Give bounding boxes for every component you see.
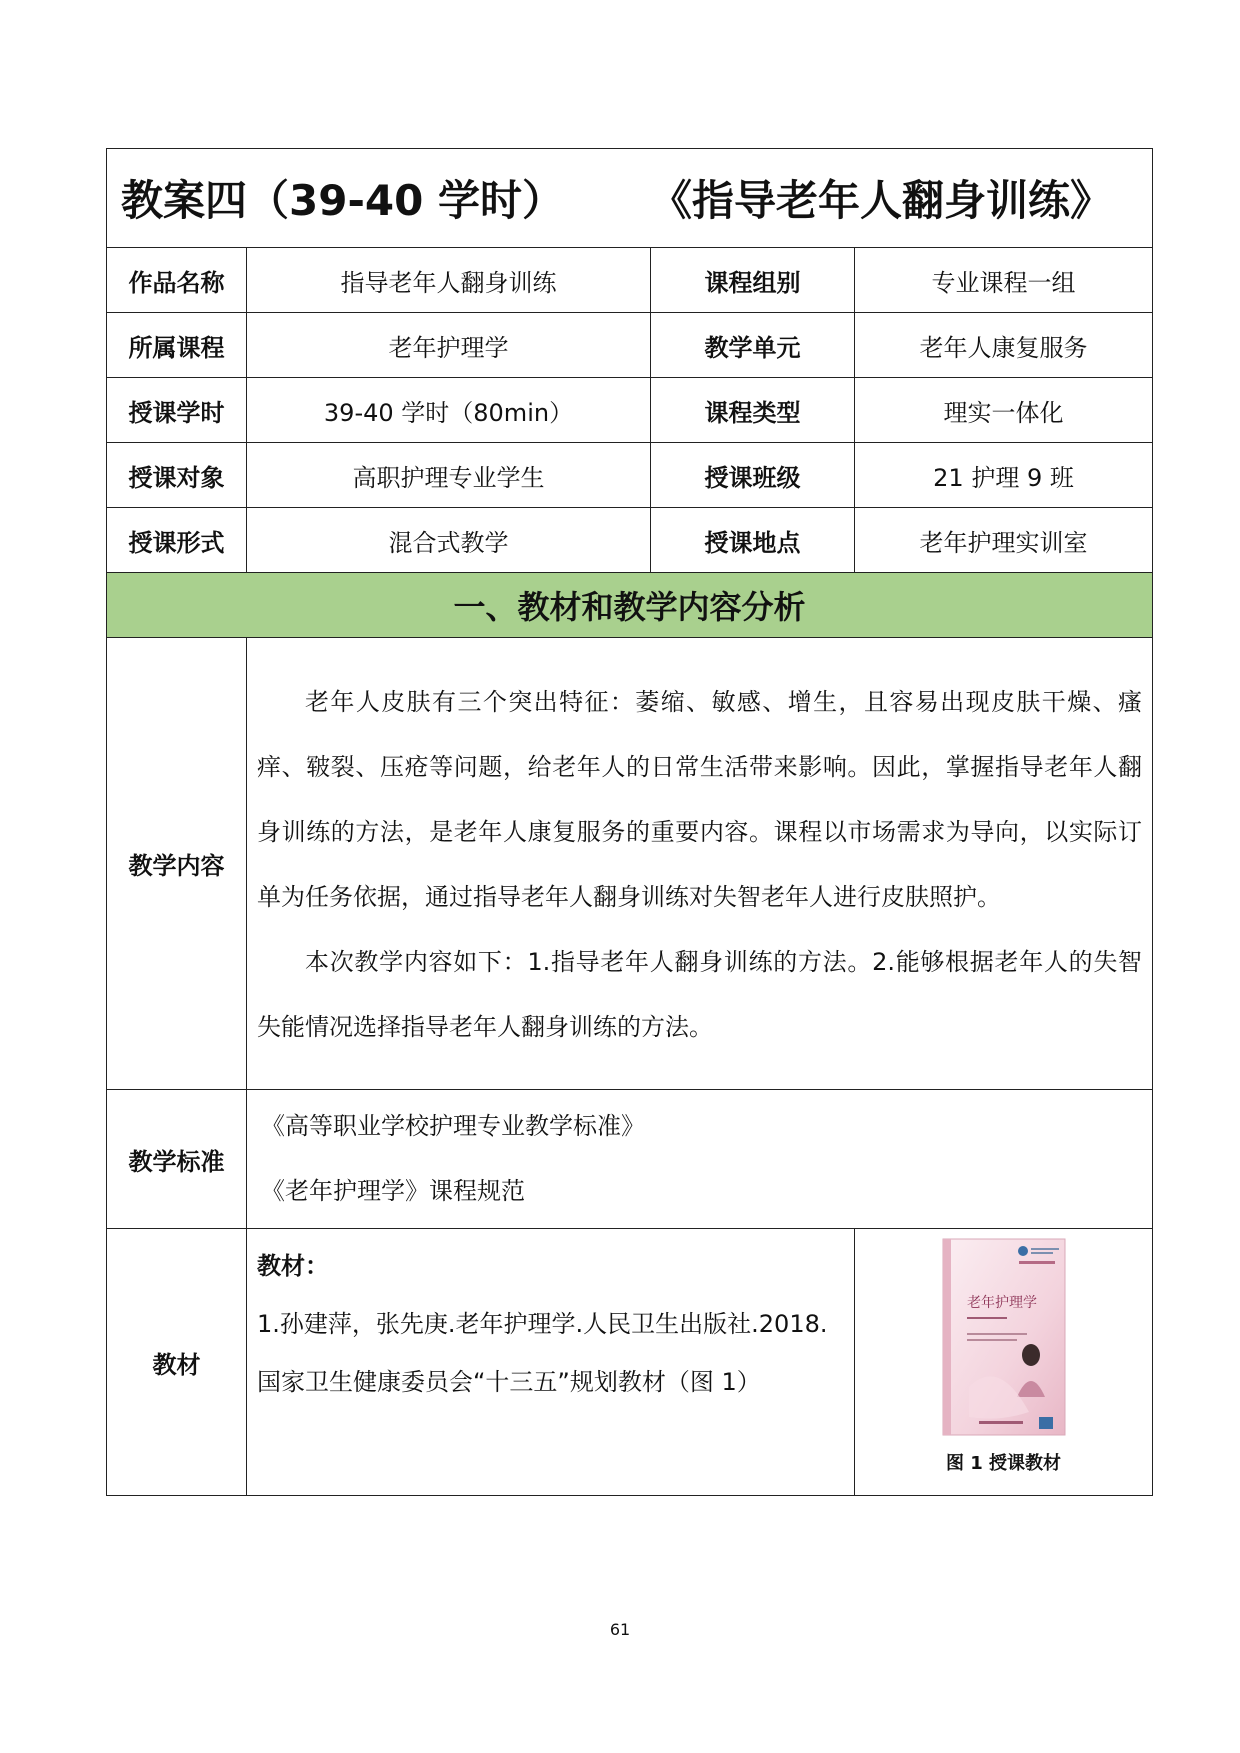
info-key: 授课对象 — [107, 443, 247, 508]
info-row — [107, 508, 1153, 573]
content-paragraph: 本次教学内容如下：1.指导老年人翻身训练的方法。2.能够根据老年人的失智失能情况选择指导老年人翻身训练的方法。 — [257, 947, 1143, 1041]
info-key: 作品名称 — [107, 248, 247, 313]
book-cover-image — [939, 1237, 1069, 1437]
info-value: 老年人康复服务 — [855, 313, 1153, 378]
standard-label: 教学标准 — [107, 1090, 247, 1229]
material-text: 1.孙建萍，张先庚.老年护理学.人民卫生出版社.2018.国家卫生健康委员会“十三五”规划教材（图 1） — [257, 1310, 828, 1396]
lesson-plan-table — [106, 148, 1153, 1496]
info-key: 授课学时 — [107, 378, 247, 443]
info-row — [107, 378, 1153, 443]
material-heading: 教材： — [257, 1252, 329, 1280]
info-value: 专业课程一组 — [855, 248, 1153, 313]
info-row — [107, 248, 1153, 313]
info-key: 课程类型 — [651, 378, 855, 443]
material-description — [247, 1229, 855, 1496]
info-row — [107, 313, 1153, 378]
section-heading: 一、教材和教学内容分析 — [107, 573, 1153, 638]
info-value: 混合式教学 — [247, 508, 651, 573]
info-key: 所属课程 — [107, 313, 247, 378]
lesson-plan — [106, 148, 1152, 1474]
page-number: 61 — [609, 1620, 631, 1639]
figure-caption: 图 1 授课教材 — [945, 1453, 1062, 1474]
standard-item: 《高等职业学校护理专业教学标准》 — [261, 1112, 645, 1140]
book-cover-title: 老年护理学 — [966, 1295, 1037, 1311]
teaching-standards — [247, 1090, 1153, 1229]
info-value: 老年护理实训室 — [855, 508, 1153, 573]
content-paragraph: 老年人皮肤有三个突出特征：萎缩、敏感、增生，且容易出现皮肤干燥、瘙痒、皲裂、压疮等问题，给老年人的日常生活带来影响。因此，掌握指导老年人翻身训练的方法，是老年人康复服务的重要内容。课程以市场需求为导向，以实际订单为任务依据，通过指导老年人翻身训练对失智老年人进行皮肤照护。 — [257, 687, 1143, 911]
info-value: 21 护理 9 班 — [855, 443, 1153, 508]
teaching-content — [247, 638, 1153, 1090]
info-value: 老年护理学 — [247, 313, 651, 378]
document-title — [107, 149, 1153, 248]
info-key: 授课形式 — [107, 508, 247, 573]
standard-item: 《老年护理学》课程规范 — [261, 1177, 525, 1205]
lesson-topic: 《指导老年人翻身训练》 — [649, 176, 1112, 225]
info-key: 教学单元 — [651, 313, 855, 378]
info-value: 指导老年人翻身训练 — [247, 248, 651, 313]
info-value: 39-40 学时（80min） — [247, 378, 651, 443]
info-value: 高职护理专业学生 — [247, 443, 651, 508]
figure-cell — [855, 1229, 1153, 1496]
info-row — [107, 443, 1153, 508]
info-key: 课程组别 — [651, 248, 855, 313]
info-key: 授课地点 — [651, 508, 855, 573]
info-key: 授课班级 — [651, 443, 855, 508]
content-label: 教学内容 — [107, 638, 247, 1090]
info-value: 理实一体化 — [855, 378, 1153, 443]
material-label: 教材 — [107, 1229, 247, 1496]
lesson-number: 教案四（39-40 学时） — [121, 176, 564, 225]
